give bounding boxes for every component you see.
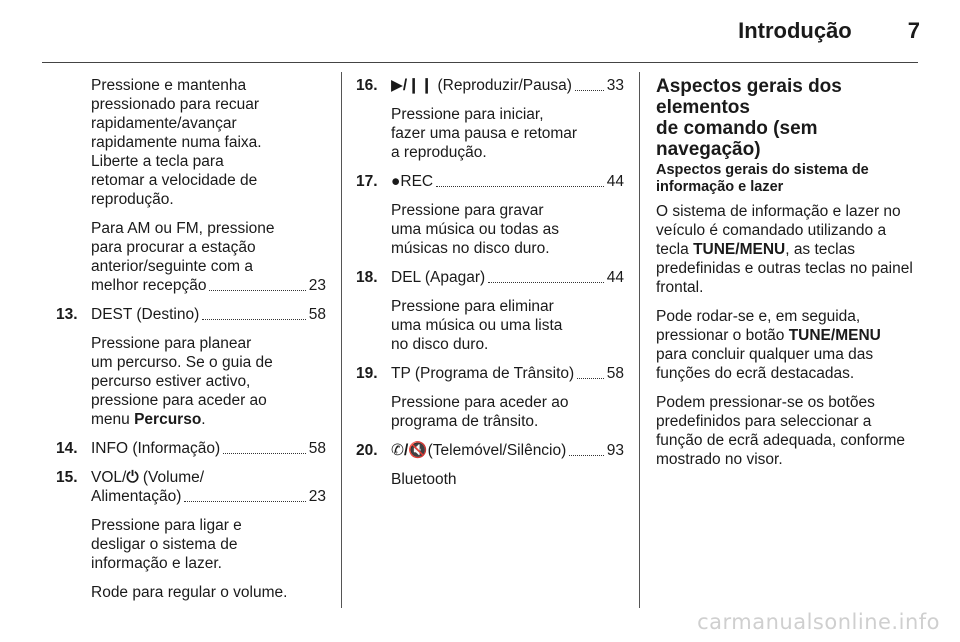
- leader-dots: [436, 186, 604, 187]
- entry-page: 58: [606, 365, 624, 382]
- text-line: frontal.: [656, 279, 704, 296]
- item-15-label: [91, 468, 326, 506]
- text-line: Pressione para planear: [91, 335, 252, 352]
- text-line: veículo é comandado utilizando a: [656, 222, 887, 239]
- text-line: Pressione e mantenha: [91, 77, 247, 94]
- item-15-description: [56, 516, 326, 573]
- section-heading: [656, 76, 924, 160]
- item-19-description: [356, 393, 624, 431]
- entry-label: DEST (Destino): [91, 306, 200, 323]
- entry-label: INFO (Informação): [91, 440, 221, 457]
- item-number: 13.: [56, 306, 78, 323]
- entry-page: 33: [606, 77, 624, 94]
- toc-entry: [391, 441, 624, 460]
- toc-entry: [391, 364, 624, 383]
- text-line: anterior/seguinte com a: [91, 258, 253, 275]
- column-2: [356, 76, 624, 499]
- item-15: [56, 468, 326, 506]
- text-line: a reprodução.: [391, 144, 487, 161]
- paragraph-1: [656, 202, 924, 297]
- text-line: Pressione para eliminar: [391, 298, 554, 315]
- bold-term: Percurso: [134, 411, 202, 428]
- item-15-description-2: [56, 583, 326, 602]
- item-13: [56, 305, 326, 324]
- text-line: uma música ou todas as: [391, 221, 560, 238]
- item-20-description: [356, 470, 624, 489]
- leader-dots: [569, 455, 603, 456]
- paragraph-2: [656, 307, 924, 383]
- toc-entry: [391, 172, 624, 191]
- page-header: [738, 18, 920, 44]
- item-number: 14.: [56, 440, 78, 457]
- toc-entry: [91, 276, 326, 295]
- text-fragment: .: [201, 411, 206, 428]
- text-line: Pode rodar-se e, em seguida,: [656, 308, 861, 325]
- text-line: pressionado para recuar: [91, 96, 260, 113]
- text-line: O sistema de informação e lazer no: [656, 203, 901, 220]
- text-line: Pressione para ligar e: [91, 517, 242, 534]
- text-fragment: VOL/: [91, 469, 127, 486]
- item-17: [356, 172, 624, 191]
- text-line: reprodução.: [91, 191, 174, 208]
- item-number: 17.: [356, 173, 378, 190]
- continued-paragraph-2: [56, 219, 326, 295]
- text-line: Para AM ou FM, pressione: [91, 220, 275, 237]
- leader-dots: [577, 378, 604, 379]
- toc-entry: [91, 305, 326, 324]
- header-title: Introdução: [738, 18, 852, 43]
- leader-dots: [223, 453, 306, 454]
- item-number: 19.: [356, 365, 378, 382]
- text-line: função de ecrã adequada, conforme: [656, 432, 906, 449]
- column-divider-1: [341, 72, 342, 608]
- text-line: Bluetooth: [391, 471, 457, 488]
- entry-label: DEL (Apagar): [391, 269, 486, 286]
- leader-dots: [575, 90, 604, 91]
- text-fragment: (Telemóvel/Silêncio): [427, 442, 567, 459]
- bold-term: TUNE/MENU: [788, 327, 881, 344]
- header-rule: [42, 62, 918, 63]
- text-line: para concluir qualquer uma das: [656, 346, 874, 363]
- phone-mute-icon: ✆/🔇: [391, 442, 428, 459]
- text-fragment: (Reproduzir/Pausa): [433, 77, 572, 94]
- text-fragment: (Volume/: [138, 469, 205, 486]
- item-19: [356, 364, 624, 383]
- toc-entry: [391, 268, 624, 287]
- text-line: no disco duro.: [391, 336, 489, 353]
- text-line: [91, 410, 326, 429]
- entry-label: melhor recepção: [91, 277, 207, 294]
- item-18: [356, 268, 624, 287]
- text-line: [656, 240, 924, 259]
- entry-page: 23: [308, 277, 326, 294]
- text-line: músicas no disco duro.: [391, 240, 550, 257]
- column-3: [656, 76, 924, 479]
- text-line: rapidamente numa faixa.: [91, 134, 262, 151]
- paragraph-3: [656, 393, 924, 469]
- toc-entry: [391, 76, 624, 95]
- text-line: retomar a velocidade de: [91, 172, 258, 189]
- entry-label: [391, 441, 566, 460]
- entry-page: 44: [606, 269, 624, 286]
- text-line: predefinidos para seleccionar a: [656, 413, 872, 430]
- entry-label: Alimentação): [91, 488, 182, 505]
- text-line: desligar o sistema de: [91, 536, 238, 553]
- entry-page: 93: [606, 442, 624, 459]
- item-13-description: [56, 334, 326, 429]
- entry-page: 44: [606, 173, 624, 190]
- text-line: fazer uma pausa e retomar: [391, 125, 578, 142]
- leader-dots: [202, 319, 306, 320]
- item-16: [356, 76, 624, 95]
- entry-page: 23: [308, 488, 326, 505]
- page-number: 7: [907, 18, 920, 43]
- column-divider-2: [639, 72, 640, 608]
- item-16-description: [356, 105, 624, 162]
- toc-entry: [91, 487, 326, 506]
- text-line: [656, 326, 924, 345]
- entry-page: 58: [308, 440, 326, 457]
- text-line: Pressione para gravar: [391, 202, 544, 219]
- leader-dots: [209, 290, 305, 291]
- text-fragment: menu: [91, 411, 135, 428]
- heading-line: de comando (sem navegação): [656, 118, 818, 160]
- text-line: Rode para regular o volume.: [91, 584, 288, 601]
- item-17-description: [356, 201, 624, 258]
- toc-entry: [91, 439, 326, 458]
- text-line: predefinidas e outras teclas no painel: [656, 260, 913, 277]
- leader-dots: [488, 282, 604, 283]
- text-fragment: tecla: [656, 241, 694, 258]
- item-20: [356, 441, 624, 460]
- text-line: para procurar a estação: [91, 239, 256, 256]
- item-number: 18.: [356, 269, 378, 286]
- text-fragment: , as teclas: [785, 241, 855, 258]
- entry-label: TP (Programa de Trânsito): [391, 365, 575, 382]
- entry-label: [391, 76, 572, 95]
- entry-label: [391, 172, 433, 191]
- text-line: Pressione para aceder ao: [391, 394, 569, 411]
- column-1: [56, 76, 326, 612]
- item-number: 15.: [56, 469, 78, 486]
- text-line: uma música ou uma lista: [391, 317, 563, 334]
- bold-term: TUNE/MENU: [693, 241, 786, 258]
- record-icon: ●: [391, 173, 401, 190]
- heading-line: Aspectos gerais do sistema de: [656, 162, 869, 178]
- item-number: 20.: [356, 442, 378, 459]
- leader-dots: [184, 501, 305, 502]
- subsection-heading: [656, 162, 924, 196]
- text-line: Podem pressionar-se os botões: [656, 394, 875, 411]
- power-icon: ⏻: [126, 469, 139, 486]
- item-14: [56, 439, 326, 458]
- watermark: carmanualsonline.info: [697, 610, 940, 634]
- text-line: rapidamente/avançar: [91, 115, 237, 132]
- text-line: programa de trânsito.: [391, 413, 539, 430]
- heading-line: Aspectos gerais dos elementos: [656, 76, 842, 118]
- play-pause-icon: ▶/❙❙: [391, 77, 434, 94]
- text-line: Liberte a tecla para: [91, 153, 224, 170]
- item-number: 16.: [356, 77, 378, 94]
- text-line: percurso estiver activo,: [91, 373, 251, 390]
- heading-line: informação e lazer: [656, 179, 784, 195]
- text-line: mostrado no visor.: [656, 451, 783, 468]
- text-fragment: pressionar o botão: [656, 327, 789, 344]
- continued-paragraph-1: [56, 76, 326, 209]
- text-line: Pressione para iniciar,: [391, 106, 544, 123]
- text-line: um percurso. Se o guia de: [91, 354, 273, 371]
- text-line: pressione para aceder ao: [91, 392, 267, 409]
- text-line: funções do ecrã destacadas.: [656, 365, 855, 382]
- entry-page: 58: [308, 306, 326, 323]
- text-line: informação e lazer.: [91, 555, 222, 572]
- text-fragment: REC: [400, 173, 434, 190]
- item-18-description: [356, 297, 624, 354]
